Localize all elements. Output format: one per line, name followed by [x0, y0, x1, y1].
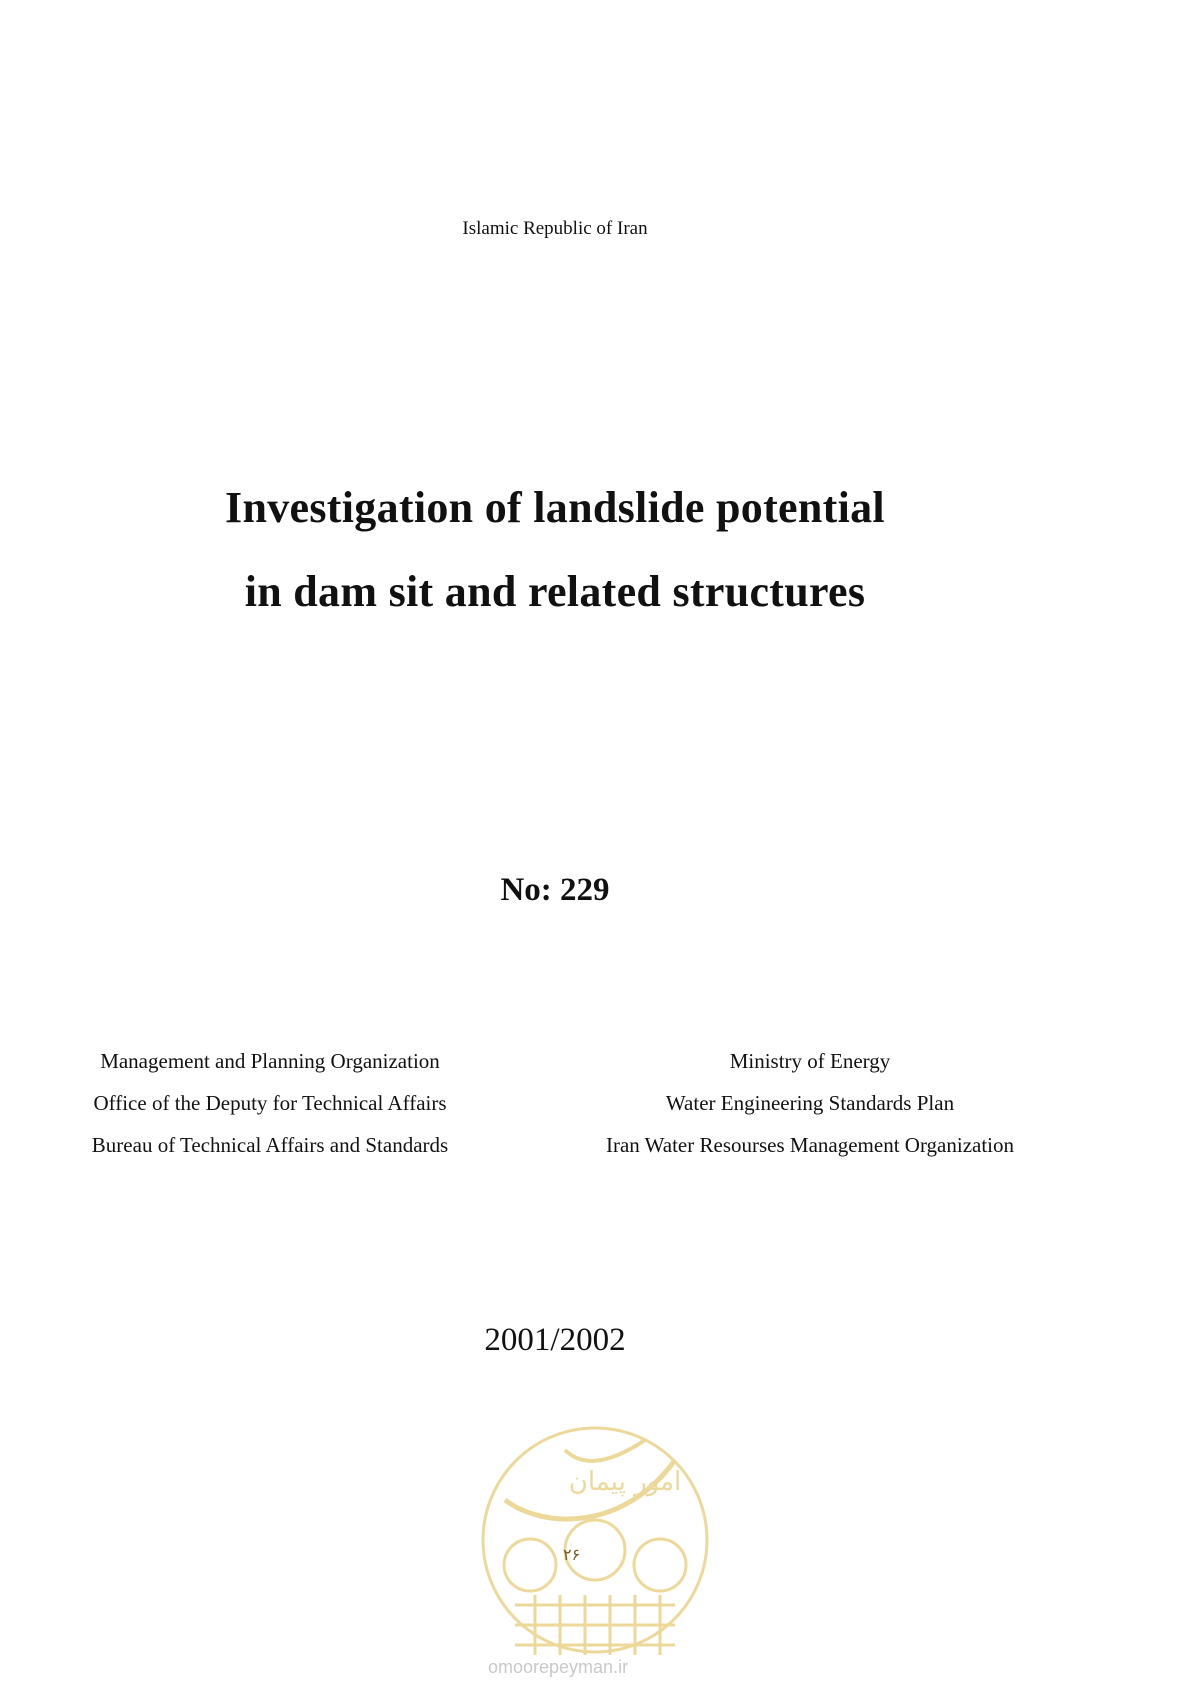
watermark-seal-icon [475, 1420, 715, 1660]
publisher-right-column [560, 1040, 1060, 1166]
publisher-left-line: Bureau of Technical Affairs and Standards [91, 1133, 449, 1157]
publisher-left-column [20, 1040, 520, 1166]
publisher-right-line: Water Engineering Standards Plan [665, 1091, 955, 1115]
publication-year: 2001/2002 [484, 1322, 626, 1358]
seal-number: ۲۶ [563, 1545, 581, 1564]
publisher-right-line: Iran Water Resourses Management Organization [605, 1133, 1015, 1157]
watermark-site: omoorepeyman.ir [488, 1657, 629, 1677]
document-title-line-1: Investigation of landslide potential [225, 483, 885, 532]
publisher-left-line: Office of the Deputy for Technical Affairs [93, 1091, 447, 1115]
document-number: No: 229 [500, 872, 610, 908]
seal-text: امور پیمان [568, 1467, 682, 1497]
country-name: Islamic Republic of Iran [462, 218, 648, 239]
document-title-line-2: in dam sit and related structures [244, 567, 866, 616]
publisher-left-line: Management and Planning Organization [100, 1049, 440, 1073]
publisher-right-line: Ministry of Energy [729, 1049, 891, 1073]
